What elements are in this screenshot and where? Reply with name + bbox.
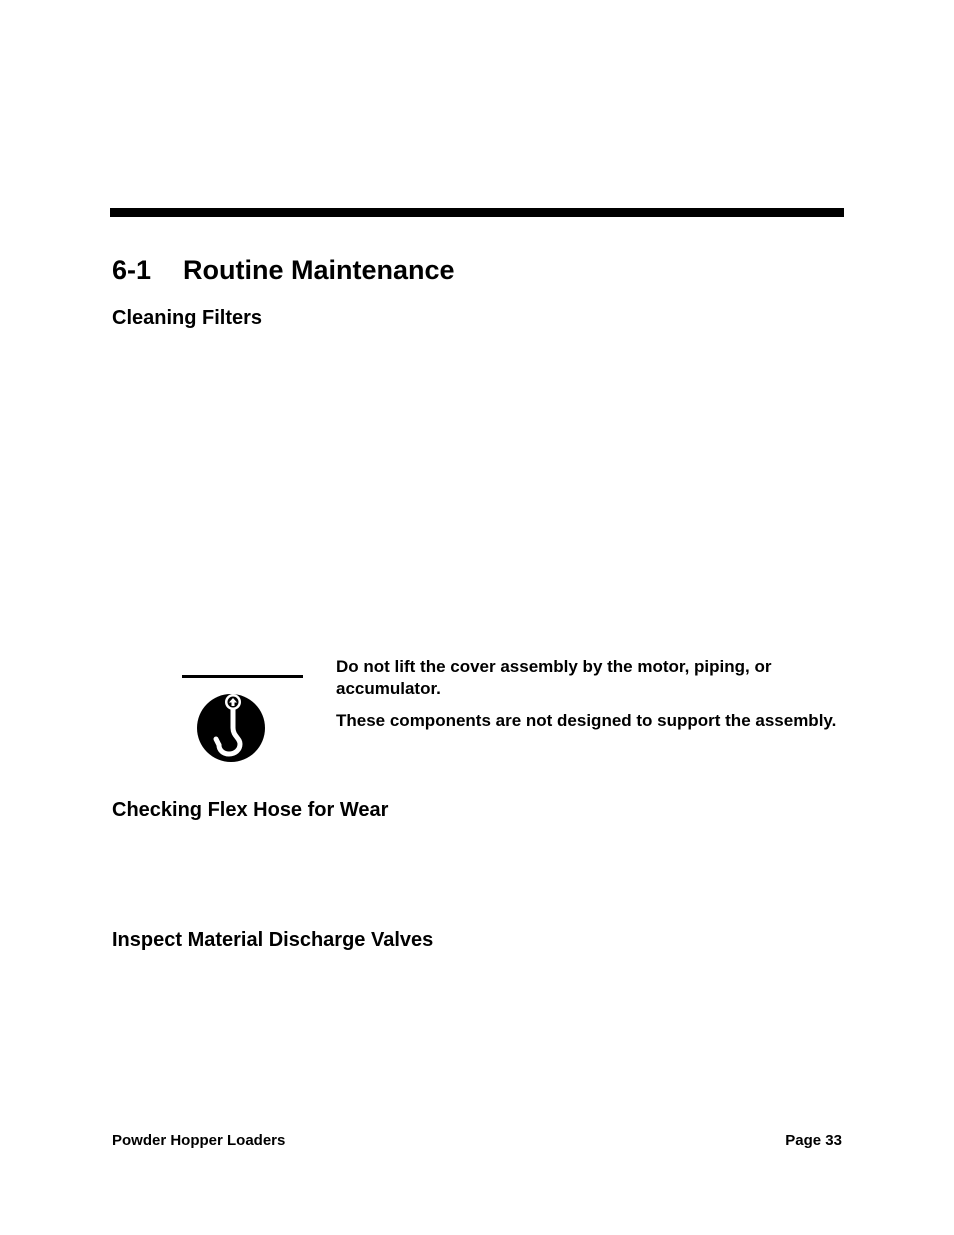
caution-line-2: These components are not designed to support the assembly. [336,711,837,730]
subheading-cleaning-filters: Cleaning Filters [112,307,263,329]
footer-page-number: Page 33 [785,1132,842,1149]
subheading-flex-hose: Checking Flex Hose for Wear [112,799,389,821]
top-divider-rule [110,208,844,217]
section-title [112,254,455,286]
section-heading-text: Routine Maintenance [183,255,455,285]
caution-divider-rule [182,675,303,678]
subheading-discharge-valves: Inspect Material Discharge Valves [112,929,434,951]
caution-message [336,656,841,742]
lifting-hook-icon [192,688,270,766]
section-number: 6-1 [112,255,152,285]
caution-line-1: Do not lift the cover assembly by the motor, piping, or accumulator. [336,657,772,698]
footer-document-title: Powder Hopper Loaders [112,1132,286,1149]
